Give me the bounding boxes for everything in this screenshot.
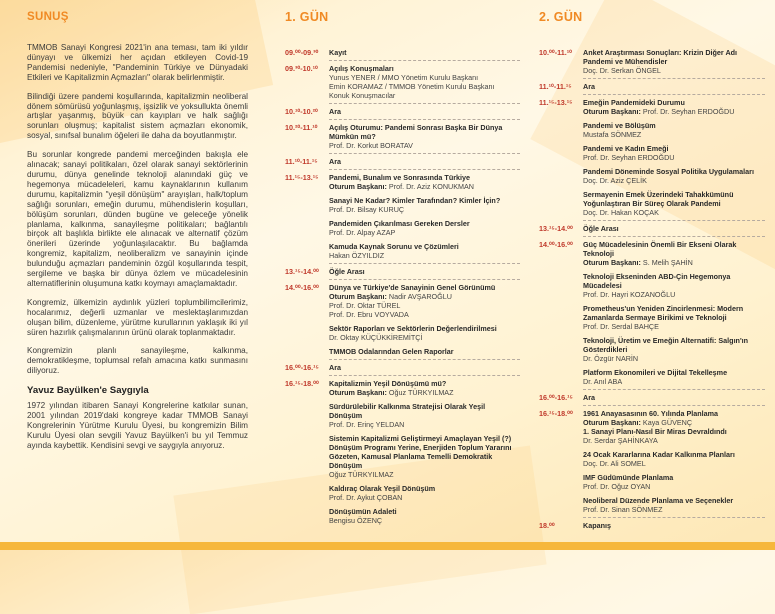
session-title: Prometheus'un Yeniden Zincirlenmesi: Modern Zamanlarda Sermaye Birikimi ve Teknoloji: [583, 304, 744, 322]
session-time: [539, 336, 583, 363]
session-content: [329, 64, 520, 100]
chair-label: Oturum Başkanı:: [329, 292, 387, 301]
session-time: 11.¹⁰-11.¹⁵: [539, 82, 572, 91]
speaker-name: Emin KORAMAZ / TMMOB Yönetim Kurulu Başkanı: [329, 82, 495, 91]
divider: [583, 141, 765, 142]
divider: [329, 279, 520, 280]
session-content: [583, 167, 765, 185]
schedule-row: [539, 224, 765, 233]
session-content: [583, 82, 765, 91]
schedule-row: [539, 409, 765, 445]
intro-column: [27, 10, 248, 460]
session-chair: [329, 388, 520, 397]
intro-paragraph: Bu sorunlar kongrede pandemi merceğinden bakışla ele alınacak; sanayi politikaları, özel olarak sanayi sektörlerinin durumu, dünya genelinde teknoloji alanındaki güç ve hegemonya mücadeleleri, kamu kaynaklarının kullanım durumu, kapitalizmin "yeşil dönüşüm" arayışları, halk/toplum sağlığı sorunları, emeğin durumu, mühendislerin koşulları, bölüşüm sorunları, dünden bugüne ve geleceğe yönelik planlama, kalkınma, sanayileşme politikaları; bağlantılı birçok alt başlıkla birlikte ele alınacak ve alternatif çözüm önerileri üzerinde yoğunlaşılacaktır. Bu bağlamda kongremiz, kapitalizm, neoliberalizm ve sanayinin içinde bulunduğu açmazları pandeminin özgül koşullarında tespit, sergileme ve başka bir dünya özlem ve mücadelesinin alternatiflerinin oluşumuna katkı koymayı amaçlamaktadır.: [27, 150, 248, 288]
schedule-row: [285, 402, 520, 429]
session-title: Öğle Arası: [583, 224, 619, 233]
session-time: [539, 144, 583, 162]
schedule-row: [285, 324, 520, 342]
speaker-name: Prof. Dr. Serdal BAHÇE: [583, 322, 659, 331]
day2-column: [539, 10, 765, 535]
session-content: [329, 283, 520, 319]
divider: [583, 365, 765, 366]
chair-name: Prof. Dr. Aziz KONUKMAN: [388, 182, 474, 191]
session-content: [583, 304, 765, 331]
session-content: [583, 450, 765, 468]
session-time: [285, 434, 329, 479]
divider: [583, 532, 765, 533]
schedule-row: [539, 304, 765, 331]
session-content: [329, 507, 520, 525]
schedule-row: [285, 48, 520, 57]
speaker-name: Dr. Serdar ŞAHİNKAYA: [583, 436, 658, 445]
speaker-name: Prof. Dr. Sinan SÖNMEZ: [583, 505, 663, 514]
divider: [583, 470, 765, 471]
session-title: Açılış Konuşmaları: [329, 64, 394, 73]
session-time: [539, 450, 583, 468]
divider: [583, 118, 765, 119]
session-title: Sermayenin Emek Üzerindeki Tahakkümünü Yoğunlaştıran Bir Süreç Olarak Pandemi: [583, 190, 734, 208]
session-time: 14.⁰⁰-16.⁰⁰: [285, 283, 319, 292]
schedule-row: [539, 82, 765, 91]
session-title: Sistemin Kapitalizmi Geliştirmeyi Amaçlayan Yeşil (?) Dönüşüm Programı Yerine, Enerjiden Toplum Yararını Gözeten, Kamusal Planlama Temelli Demokratik Dönüşüm: [329, 434, 512, 470]
schedule-row: [539, 121, 765, 139]
divider: [329, 153, 520, 154]
session-chair: [583, 418, 765, 427]
session-content: [329, 363, 520, 372]
session-time: 09.³⁰-10.¹⁰: [285, 64, 318, 73]
divider: [329, 375, 520, 376]
divider: [329, 60, 520, 61]
divider: [329, 344, 520, 345]
speaker-name: Doç. Dr. Hakan KOÇAK: [583, 208, 659, 217]
speaker-name: Prof. Dr. Bilsay KURUÇ: [329, 205, 405, 214]
schedule-row: [539, 144, 765, 162]
tribute-paragraph: 1972 yılından itibaren Sanayi Kongrelerine katkılar sunan, 2001 yılından 2019'daki kongreye kadar TMMOB Sanayi Kongrelerinin Yürütme Kurulu Üyesi, bu kongremizin Bilim Kurulu Üyesi olan sevgili Yavuz Bayülken'i bu yıl Temmuz ayında kaybettik. Kendisini sevgi ve saygıyla anıyoruz.: [27, 401, 248, 450]
session-content: [583, 393, 765, 402]
session-content: [329, 242, 520, 260]
schedule-row: [285, 242, 520, 260]
day1-schedule: [285, 48, 520, 528]
speaker-name: Doç. Dr. Aziz ÇELİK: [583, 176, 647, 185]
session-title: Ara: [329, 363, 341, 372]
session-subtitle: 1. Sanayi Planı-Nasıl Bir Miras Devraldındı: [583, 427, 727, 436]
session-title: Ara: [583, 393, 595, 402]
session-title: 24 Ocak Kararlarına Kadar Kalkınma Planları: [583, 450, 735, 459]
schedule-row: [539, 368, 765, 386]
session-chair: [583, 258, 765, 267]
chair-name: Nadir AVŞAROĞLU: [388, 292, 452, 301]
session-time: [285, 347, 329, 356]
session-title: Kapitalizmin Yeşil Dönüşümü mü?: [329, 379, 447, 388]
speaker-name: Dr. Anıl ABA: [583, 377, 623, 386]
divider: [329, 431, 520, 432]
schedule-row: [285, 484, 520, 502]
divider: [583, 187, 765, 188]
schedule-row: [285, 157, 520, 166]
divider: [329, 321, 520, 322]
session-title: Pandemi ve Bölüşüm: [583, 121, 656, 130]
intro-paragraph: TMMOB Sanayi Kongresi 2021'in ana teması, tam iki yıldır dünyayı ve ülkemizi her açıdan etkileyen Covid-19 Pandemisi nedeniyle, "Pandeminin Türkiye ve Dünyadaki Etkileri ve Kapitalizmin Açmazları" olarak belirlenmiştir.: [27, 43, 248, 82]
session-title: Dünya ve Türkiye'de Sanayinin Genel Görünümü: [329, 283, 496, 292]
session-title: Ara: [329, 107, 341, 116]
session-time: [285, 324, 329, 342]
session-time: 11.¹⁵-13.¹⁵: [285, 173, 319, 182]
schedule-row: [285, 173, 520, 191]
session-title: Sanayi Ne Kadar? Kimler Tarafından? Kimler İçin?: [329, 196, 501, 205]
session-title: Anket Araştırması Sonuçları: Krizin Diğer Adı Pandemi ve Mühendisler: [583, 48, 738, 66]
session-title: 1961 Anayasasının 60. Yılında Planlama: [583, 409, 719, 418]
day1-title: 1. GÜN: [285, 10, 329, 24]
divider: [583, 164, 765, 165]
intro-title: SUNUŞ: [27, 11, 69, 23]
session-time: [285, 219, 329, 237]
schedule-row: [285, 64, 520, 100]
day1-column: [285, 10, 520, 530]
session-title: Pandemi Döneminde Sosyal Politika Uygulamaları: [583, 167, 754, 176]
day2-title: 2. GÜN: [539, 10, 583, 24]
session-content: [329, 48, 520, 57]
session-time: 13.¹⁵-14.⁰⁰: [539, 224, 573, 233]
schedule-row: [539, 98, 765, 116]
session-title: Sektör Raporları ve Sektörlerin Değerlendirilmesi: [329, 324, 497, 333]
divider: [329, 239, 520, 240]
session-title: Kaldıraç Olarak Yeşil Dönüşüm: [329, 484, 436, 493]
chair-name: Oğuz TÜRKYILMAZ: [388, 388, 454, 397]
session-title: Ara: [329, 157, 341, 166]
session-time: 16.⁰⁰-16.¹⁵: [285, 363, 319, 372]
session-time: [539, 190, 583, 217]
session-content: [583, 473, 765, 491]
session-time: 10.¹⁰-10.²⁰: [285, 107, 318, 116]
intro-paragraph: Kongremiz, ülkemizin aydınlık yüzleri toplumbilimcilerimiz, hocalarımız, değerli uzmanlar ve meslektaşlarımızdan oluşan bilim, düzenleme, yürütme kurullarının yaklaşık iki yıl süren hazırlık çalışmalarının ürünü olarak toplanmaktadır.: [27, 297, 248, 337]
session-content: [583, 496, 765, 514]
speaker-name: Dr. Özgür NARİN: [583, 354, 639, 363]
divider: [329, 169, 520, 170]
session-time: 16.¹⁵-18.⁰⁰: [539, 409, 573, 418]
session-title: Kamuda Kaynak Sorunu ve Çözümleri: [329, 242, 459, 251]
session-chair: [583, 107, 765, 116]
schedule-row: [539, 496, 765, 514]
session-time: 18.⁰⁰: [539, 521, 555, 530]
session-time: [539, 473, 583, 491]
chair-name: S. Melih ŞAHİN: [642, 258, 693, 267]
session-title: Pandemiden Çıkarılması Gereken Dersler: [329, 219, 470, 228]
speaker-name: Prof. Dr. Erinç YELDAN: [329, 420, 405, 429]
speaker-name: Doç. Dr. Serkan ÖNGEL: [583, 66, 661, 75]
session-title: Pandemi, Bunalım ve Sonrasında Türkiye: [329, 173, 470, 182]
speaker-name: Yunus YENER / MMO Yönetim Kurulu Başkanı: [329, 73, 479, 82]
divider: [329, 216, 520, 217]
speaker-name: Doç. Dr. Ali SOMEL: [583, 459, 646, 468]
schedule-row: [285, 363, 520, 372]
speaker-name: Mustafa SÖNMEZ: [583, 130, 642, 139]
session-content: [329, 123, 520, 150]
intro-paragraph: Kongremizin planlı sanayileşme, kalkınma, demokratikleşme, toplumsal refah amacına katkı sunmasını diliyoruz.: [27, 346, 248, 376]
schedule-row: [285, 347, 520, 356]
speaker-name: Prof. Dr. Seyhan ERDOĞDU: [583, 153, 675, 162]
divider: [329, 399, 520, 400]
session-title: Teknoloji, Üretim ve Emeğin Alternatifi: Salgın'ın Gösterdikleri: [583, 336, 749, 354]
session-time: [285, 402, 329, 429]
chair-label: Oturum Başkanı:: [583, 418, 641, 427]
session-time: [539, 304, 583, 331]
schedule-row: [285, 507, 520, 525]
divider: [583, 493, 765, 494]
schedule-row: [539, 336, 765, 363]
session-title: Platform Ekonomileri ve Dijital Tekelleşme: [583, 368, 728, 377]
schedule-row: [285, 283, 520, 319]
divider: [329, 359, 520, 360]
schedule-row: [285, 267, 520, 276]
speaker-name: Prof. Dr. Ebru VOYVADA: [329, 310, 409, 319]
session-title: Ara: [583, 82, 595, 91]
schedule-row: [285, 123, 520, 150]
session-time: 10.⁰⁰-11.¹⁰: [539, 48, 573, 57]
session-time: [285, 196, 329, 214]
session-content: [329, 196, 520, 214]
speaker-name: Hakan ÖZYILDIZ: [329, 251, 385, 260]
session-title: TMMOB Odalarından Gelen Raporlar: [329, 347, 454, 356]
session-time: [285, 507, 329, 525]
schedule-row: [539, 521, 765, 530]
schedule-row: [285, 107, 520, 116]
schedule-row: [285, 196, 520, 214]
session-time: 16.⁰⁰-16.¹⁵: [539, 393, 573, 402]
divider: [329, 103, 520, 104]
intro-body: [27, 43, 248, 451]
session-content: [329, 107, 520, 116]
session-title: IMF Güdümünde Planlama: [583, 473, 674, 482]
tribute-subtitle: Yavuz Bayülken'e Saygıyla: [27, 385, 149, 397]
schedule-row: [539, 272, 765, 299]
session-title: Kayıt: [329, 48, 347, 57]
divider: [583, 301, 765, 302]
speaker-name: Prof. Dr. Aykut ÇOBAN: [329, 493, 403, 502]
session-content: [583, 48, 765, 75]
divider: [329, 481, 520, 482]
session-title: Pandemi ve Kadın Emeği: [583, 144, 669, 153]
schedule-row: [539, 190, 765, 217]
divider: [329, 504, 520, 505]
divider: [329, 119, 520, 120]
session-content: [329, 267, 520, 276]
schedule-row: [539, 167, 765, 185]
intro-paragraph: Bilindiği üzere pandemi koşullarında, kapitalizmin neoliberal dönem sömürüsü yoğunlaşmış, işsizlik ve yoksullukta önemli artışlar yaşanmış, büyük can kayıpları ve halk sağlığı sorunları oluşmuş; kapitalist sistem açmazları ekonomik, sosyal, sınıfsal bunalım öğeleri ile daha da boyutlanmıştır.: [27, 91, 248, 141]
session-content: [583, 368, 765, 386]
session-time: [539, 496, 583, 514]
divider: [583, 94, 765, 95]
bottom-bar: [0, 542, 775, 550]
schedule-row: [285, 219, 520, 237]
divider: [329, 263, 520, 264]
session-time: 13.¹⁵-14.⁰⁰: [285, 267, 319, 276]
speaker-name: Konuk Konuşmacılar: [329, 91, 396, 100]
session-content: [583, 272, 765, 299]
speaker-name: Bengisu ÖZENÇ: [329, 516, 383, 525]
schedule-row: [285, 434, 520, 479]
schedule-row: [285, 379, 520, 397]
session-title: Açılış Oturumu: Pandemi Sonrası Başka Bir Dünya Mümkün mü?: [329, 123, 503, 141]
session-title: Emeğin Pandemideki Durumu: [583, 98, 685, 107]
speaker-name: Oğuz TÜRKYILMAZ: [329, 470, 394, 479]
session-content: [329, 157, 520, 166]
schedule-row: [539, 473, 765, 491]
session-content: [329, 379, 520, 397]
session-content: [329, 484, 520, 502]
schedule-row: [539, 450, 765, 468]
session-content: [583, 224, 765, 233]
session-title: Teknoloji Ekseninden ABD-Çin Hegemonya Mücadelesi: [583, 272, 731, 290]
session-chair: [329, 292, 520, 301]
speaker-name: Dr. Oktay KÜÇÜKKİREMİTÇİ: [329, 333, 423, 342]
session-time: [285, 242, 329, 260]
divider: [583, 220, 765, 221]
session-content: [329, 347, 520, 356]
divider: [583, 269, 765, 270]
session-time: [539, 167, 583, 185]
session-title: Kapanış: [583, 521, 611, 530]
divider: [583, 447, 765, 448]
session-time: [539, 272, 583, 299]
session-content: [583, 336, 765, 363]
speaker-name: Prof. Dr. Oktar TÜREL: [329, 301, 401, 310]
speaker-name: Prof. Dr. Oğuz OYAN: [583, 482, 651, 491]
divider: [583, 405, 765, 406]
session-content: [329, 434, 520, 479]
session-time: 14.⁰⁰-16.⁰⁰: [539, 240, 573, 249]
session-content: [583, 98, 765, 116]
divider: [583, 78, 765, 79]
session-content: [583, 409, 765, 445]
chair-label: Oturum Başkanı:: [583, 107, 641, 116]
session-content: [329, 219, 520, 237]
speaker-name: Prof. Dr. Hayri KOZANOĞLU: [583, 290, 676, 299]
session-time: 11.¹⁵-13.¹⁵: [539, 98, 573, 107]
session-title: Dönüşümün Adaleti: [329, 507, 397, 516]
chair-name: Kaya GÜVENÇ: [642, 418, 693, 427]
session-chair: [329, 182, 520, 191]
chair-name: Prof. Dr. Seyhan ERDOĞDU: [642, 107, 735, 116]
schedule-row: [539, 393, 765, 402]
session-content: [583, 190, 765, 217]
session-time: 10.²⁰-11.¹⁰: [285, 123, 318, 132]
session-time: [285, 484, 329, 502]
session-content: [583, 240, 765, 267]
session-time: [539, 368, 583, 386]
session-content: [583, 521, 765, 530]
divider: [329, 193, 520, 194]
schedule-row: [539, 240, 765, 267]
session-content: [329, 402, 520, 429]
chair-label: Oturum Başkanı:: [583, 258, 641, 267]
speaker-name: Prof. Dr. Alpay AZAP: [329, 228, 396, 237]
session-content: [329, 173, 520, 191]
session-title: Neoliberal Düzende Planlama ve Seçenekler: [583, 496, 734, 505]
divider: [583, 389, 765, 390]
divider: [583, 236, 765, 237]
speaker-name: Prof. Dr. Korkut BORATAV: [329, 141, 413, 150]
session-time: 16.¹⁵-18.⁰⁰: [285, 379, 319, 388]
session-content: [583, 121, 765, 139]
divider: [583, 517, 765, 518]
session-content: [329, 324, 520, 342]
chair-label: Oturum Başkanı:: [329, 388, 387, 397]
session-time: 11.¹⁰-11.¹⁵: [285, 157, 318, 166]
day2-schedule: [539, 48, 765, 533]
session-title: Güç Mücadelesinin Önemli Bir Ekseni Olarak Teknoloji: [583, 240, 737, 258]
divider: [329, 527, 520, 528]
divider: [583, 333, 765, 334]
schedule-row: [539, 48, 765, 75]
session-content: [583, 144, 765, 162]
chair-label: Oturum Başkanı:: [329, 182, 387, 191]
session-title: Öğle Arası: [329, 267, 365, 276]
session-time: [539, 121, 583, 139]
session-title: Sürdürülebilir Kalkınma Stratejisi Olarak Yeşil Dönüşüm: [329, 402, 486, 420]
session-time: 09.⁰⁰-09.³⁰: [285, 48, 319, 57]
